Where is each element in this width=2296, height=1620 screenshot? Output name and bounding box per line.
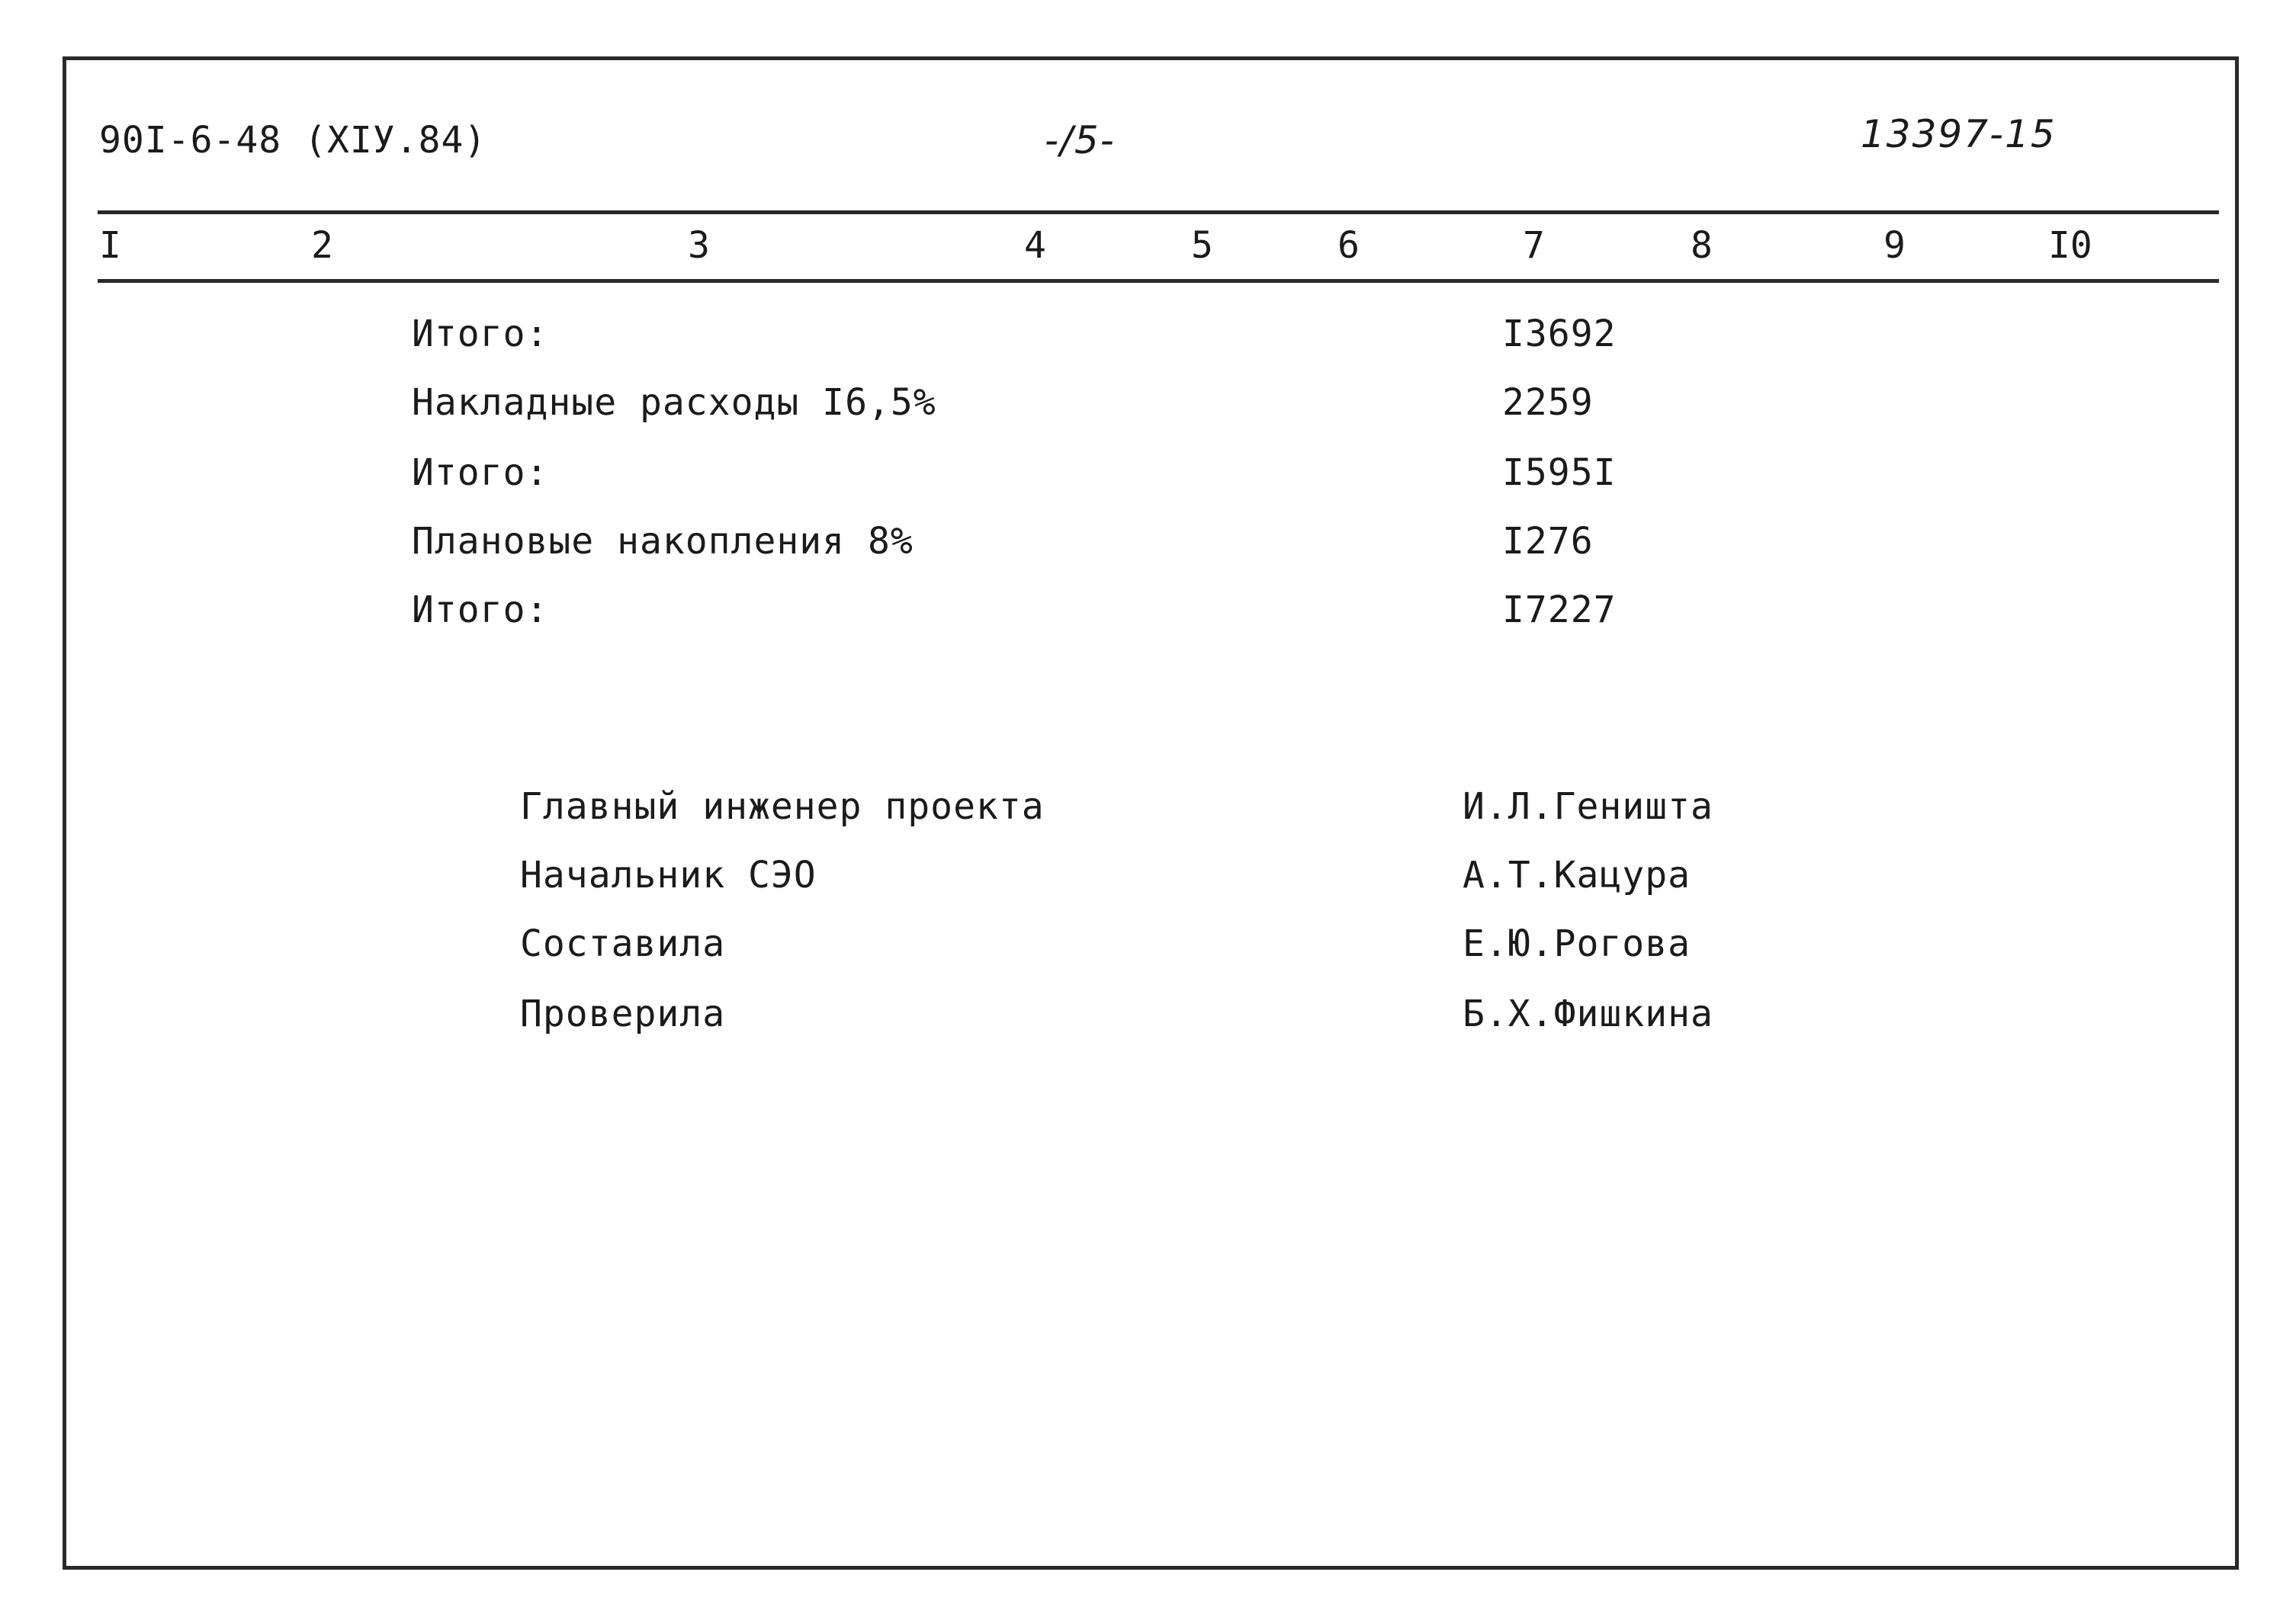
page-number: -/5- [1045, 118, 1116, 162]
column-number: 3 [688, 224, 710, 267]
sheet-number: 13397-15 [1861, 112, 2057, 156]
signature-name: И.Л.Геништа [1463, 785, 1713, 828]
signature-role: Главный инженер проекта [520, 785, 1045, 828]
signature-role: Проверила [520, 993, 726, 1035]
signature-role: Составила [520, 922, 726, 965]
signature-name: А.Т.Кацура [1463, 854, 1691, 897]
header-top-rule [98, 210, 2219, 214]
row-label: Итого: [412, 313, 549, 355]
column-number: 9 [1883, 224, 1906, 267]
row-value: I276 [1502, 520, 1594, 563]
column-number: 6 [1337, 224, 1360, 267]
row-label: Плановые накопления 8% [412, 520, 914, 563]
column-number: 8 [1691, 224, 1713, 267]
row-label: Накладные расходы I6,5% [412, 381, 936, 424]
header-bottom-rule [98, 279, 2219, 283]
row-label: Итого: [412, 451, 549, 494]
row-label: Итого: [412, 589, 549, 631]
page-frame [63, 56, 2239, 1570]
column-number: I0 [2048, 224, 2092, 267]
column-number: I [99, 224, 121, 267]
signature-role: Начальник СЭО [520, 854, 817, 897]
column-number: 5 [1191, 224, 1213, 267]
doc-code: 90I-6-48 (XIУ.84) [99, 119, 487, 162]
row-value: 2259 [1502, 381, 1594, 424]
row-value: I7227 [1502, 589, 1617, 631]
row-value: I595I [1502, 451, 1617, 494]
column-number: 4 [1024, 224, 1046, 267]
row-value: I3692 [1502, 313, 1617, 355]
column-number: 2 [311, 224, 333, 267]
column-number: 7 [1523, 224, 1545, 267]
signature-name: Е.Ю.Рогова [1463, 922, 1691, 965]
signature-name: Б.Х.Фишкина [1463, 993, 1713, 1035]
